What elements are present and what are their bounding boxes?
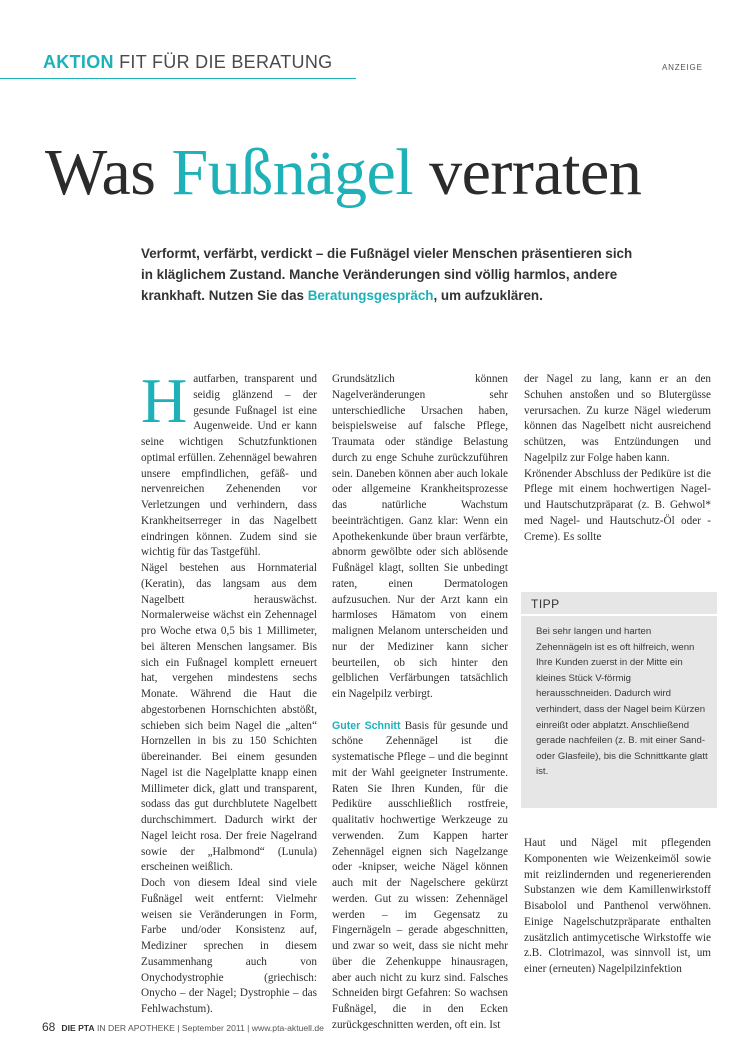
title-highlight: Fußnägel	[171, 136, 414, 209]
section-title	[43, 52, 332, 73]
tip-title: TIPP	[531, 597, 560, 611]
page-number: 68	[42, 1020, 56, 1034]
col3-paragraph-1: der Nagel zu lang, kann er an den Schuhen anstoßen und so Blutergüsse verursachen. Zu kurze Nägel wiederum können das Nagelbett nicht ausreichend schützen, was Entzündungen und Nagelpilz zur Folge haben kann.	[524, 373, 711, 464]
ad-label: ANZEIGE	[662, 63, 703, 72]
column-3-top	[524, 372, 711, 545]
drop-cap: H	[141, 365, 188, 436]
page-title	[45, 132, 735, 214]
col1-paragraph-3: Doch von diesem Ideal sind viele Fußnägel weit entfernt: Vielmehr weisen sie Veränderungen in Form, Farbe und/oder Konsistenz auf, Mediziner sprechen in diesem Zusammenhang auch von Onychodystrophie (griechisch: Onycho – der Nagel; Dystrophie – das Fehlwachstum).	[141, 877, 317, 1015]
column-3-bottom	[524, 836, 711, 978]
col2-paragraph-1: Grundsätzlich können Nagelveränderungen sehr unterschiedliche Ursachen haben, beispielsweise auf falsche Pflege, Traumata oder ständige Belastung durch zu enge Schuhe zurückzuführen sein. Daneben können aber auch lokale oder allgemeine Krankheitsprozesse das natürliche Wachstum beeinträchtigen. Ganz klar: Wenn ein Apothekenkunde über braun verfärbte, abnorm gewölbte oder sich ablösende Fußnägel klagt, sollten Sie unbedingt raten, einen Dermatologen aufzusuchen. Nur der Arzt kann ein harmloses Hämatom von einem malignen Melanom unterscheiden und nur der Mediziner kann sicher beurteilen, ob sich hinter den gelblichen Verfärbungen tatsächlich ein Nagelpilz verbirgt.	[332, 373, 508, 700]
col2-paragraph-2	[332, 719, 508, 1034]
section-rule	[0, 78, 356, 79]
page-footer	[42, 1020, 324, 1034]
footer-details: | September 2011 | www.pta-aktuell.de	[174, 1023, 324, 1033]
title-part-1: Was	[45, 136, 172, 209]
col3-paragraph-3: Haut und Nägel mit pflegenden Komponenten wie Weizenkeimöl sowie mit reizlindernden und regenerierenden Substanzen wie dem Kamillenwirkstoff Bisabolol und Panthenol verwöhnen. Einige Nagelschutzpräparate enthalten zusätzlich antimycetische Wirkstoffe wie z.B. Clotrimazol, was sinnvoll ist, um einer (erneuten) Nagelpilzinfektion	[524, 837, 711, 975]
col1-paragraph-2: Nägel bestehen aus Hornmaterial (Keratin), das langsam aus dem Nagelbett herauswächst. Normalerweise wächst ein Zehennagel pro Woche etwa 0,5 bis 1 Millimeter, bei älteren Menschen langsamer. Bis sich ein Fußnagel komplett erneuert hat, vergehen mindestens sechs Monate. Während die Haut die abgestorbenen Hornschichten abstößt, schieben sich beim Nagel die „alten“ Hornzellen in bis zu 150 Schichten übereinander. Bei einem gesunden Nagel ist die Nagelplatte knapp einen Millimeter dick, glatt und transparent, sodass das gut durchblutete Nagelbett durchschimmert. Dadurch wirkt der Nagel leicht rosa. Der freie Nagelrand sowie der „Halbmond“ (Lunula) erscheinen weißlich.	[141, 562, 317, 874]
section-title-bold: AKTION	[43, 52, 114, 72]
title-part-3: verraten	[413, 136, 642, 209]
tip-divider	[521, 614, 717, 616]
section-header	[0, 52, 520, 80]
col2-paragraph-2-text: Basis für gesunde und schöne Zehennägel ist die systematische Pflege – und die beginnt mit der Wahl geeigneter Instrumente. Raten Sie Ihren Kunden, für die Pediküre ausschließlich rostfreie, qualitativ hochwertige Werkzeuge zu verwenden. Zum Kappen harter Zehennägel eignen sich Nagelzange oder -knipser, weiche Nägel können auch mit der Nagelschere gekürzt werden. Gut zu wissen: Zehennägel werden – im Gegensatz zu Fingernägeln – gerade abgeschnitten, und zwar so weit, dass sie nicht mehr über die Zehenkuppe hinausragen, aber auch nicht zu kurz sind. Falsches Schneiden birgt Gefahren: So wachsen Fußnägel, die in den Ecken zurückgeschnitten werden, oft ein. Ist	[332, 719, 508, 1031]
subheading-guter-schnitt: Guter Schnitt	[332, 719, 401, 732]
column-2	[332, 372, 508, 1034]
col1-paragraph-1: autfarben, transparent und seidig glänzend – der gesunde Fußnagel ist eine Augenweide. Und er kann seine wichtigen Schutzfunktionen optimal erfüllen. Zehennägel bewahren unsere empfindlichen, gefäß- und nervenreichen Zehenenden vor Verletzungen und verhindern, dass Krankheitserreger in das Nagelbett eindringen können. Zudem sind sie wichtig für das Tastgefühl.	[141, 373, 317, 559]
magazine-subtitle: IN DER APOTHEKE	[94, 1023, 175, 1033]
lead-highlight: Beratungsgespräch	[307, 288, 434, 303]
lead-text-1: Verformt, verfärbt, verdickt – die Fußnägel vieler Menschen präsentieren sich in kläglichem Zustand. Manche Veränderungen sind völlig harmlos, andere krankhaft. Nutzen Sie das	[141, 246, 633, 303]
lead-paragraph	[141, 243, 641, 306]
col3-paragraph-2: Krönender Abschluss der Pediküre ist die Pflege mit einem hochwertigen Nagel- und Hautschutzpräparat (z. B. Gehwol* med Nagel- und Hautschutz-Öl oder -Creme). Es sollte	[524, 467, 711, 543]
tip-box	[521, 592, 717, 808]
lead-text-2: , um aufzuklären.	[433, 288, 543, 303]
tip-body: Bei sehr langen und harten Zehennägeln ist es oft hilfreich, wenn Ihre Kunden zuerst in der Mitte ein kleines Stück V-förmig herausschneiden. Dadurch wird verhindert, dass der Nagel beim Kürzen einreißt oder abplatzt. Anschließend gerade nachfeilen (z. B. mit einer Sand- oder Glasfeile), bis die Schnittkante glatt ist.	[536, 626, 708, 778]
section-title-light: FIT FÜR DIE BERATUNG	[119, 52, 333, 72]
magazine-name: DIE PTA	[61, 1023, 95, 1033]
column-1	[141, 365, 317, 1018]
